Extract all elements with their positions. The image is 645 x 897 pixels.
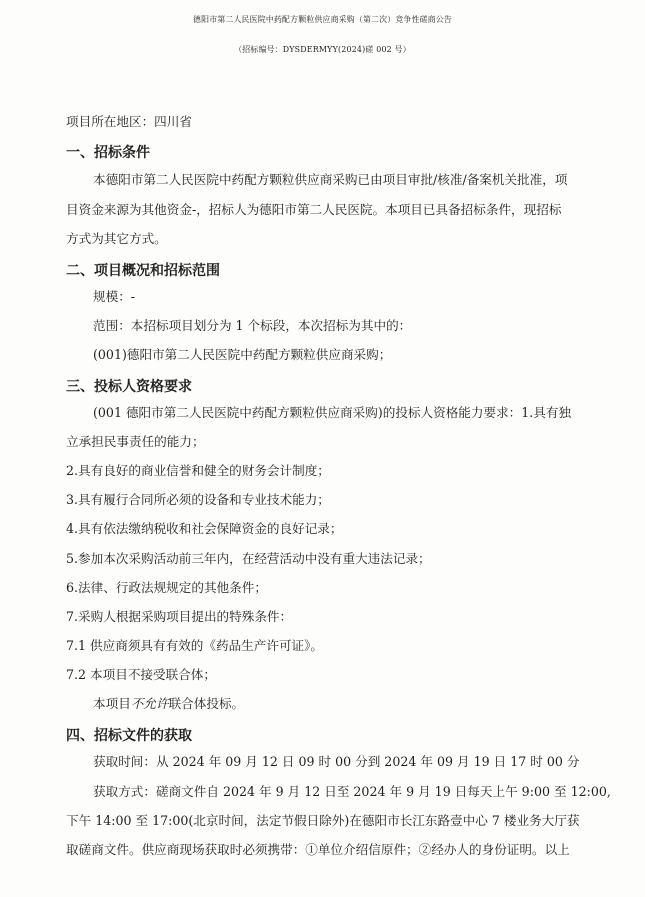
consortium-emphasis: 不允许 xyxy=(130,696,169,711)
qualification-item-3: 3.具有履行合同所必须的设备和专业技术能力； xyxy=(66,492,330,507)
section-2-heading: 二、项目概况和招标范围 xyxy=(66,263,220,279)
section-4-heading: 四、招标文件的获取 xyxy=(66,728,192,744)
consortium-pre: 本项目 xyxy=(93,696,131,711)
qualification-item-2: 2.具有良好的商业信誉和健全的财务会计制度； xyxy=(66,463,330,478)
project-region: 项目所在地区：四川省 xyxy=(66,114,192,129)
acquisition-method-line-1: 获取方式：磋商文件自 2024 年 9 月 12 日至 2024 年 9 月 19 日每天上午 9:00 至 12:00, xyxy=(93,784,611,799)
project-scope: 范围：本招标项目划分为 1 个标段，本次招标为其中的： xyxy=(93,318,412,333)
section-1-line-1: 本德阳市第二人民医院中药配方颗粒供应商采购已由项目审批/核准/备案机关批准，项 xyxy=(93,172,568,187)
qualification-item-6: 6.法律、行政法规规定的其他条件； xyxy=(66,580,267,595)
acquisition-time: 获取时间：从 2024 年 09 月 12 日 09 时 00 分到 2024 年 09 月 19 日 17 时 00 分 xyxy=(93,754,580,769)
qualification-item-7: 7.采购人根据采购项目提出的特殊条件： xyxy=(66,609,293,624)
qualification-line-1: (001 德阳市第二人民医院中药配方颗粒供应商采购)的投标人资格能力要求：1.具有独 xyxy=(93,405,572,420)
qualification-item-4: 4.具有依法缴纳税收和社会保障资金的良好记录； xyxy=(66,521,343,536)
qualification-item-7-2: 7.2 本项目不接受联合体； xyxy=(66,667,216,682)
tender-number: （招标编号：DYSDERMYY(2024)磋 002 号） xyxy=(234,45,411,54)
qualification-item-7-1: 7.1 供应商须具有有效的《药品生产许可证》。 xyxy=(66,638,324,653)
consortium-statement xyxy=(93,696,244,712)
section-3-heading: 三、投标人资格要求 xyxy=(66,379,192,395)
project-scale: 规模：- xyxy=(93,289,136,304)
section-1-heading: 一、招标条件 xyxy=(66,145,150,161)
consortium-post: 联合体投标。 xyxy=(168,696,245,711)
acquisition-method-line-3: 取磋商文件。供应商现场获取时必须携带：①单位介绍信原件；②经办人的身份证明。以上 xyxy=(66,842,570,857)
qualification-line-2: 立承担民事责任的能力； xyxy=(66,434,205,449)
document-title: 德阳市第二人民医院中药配方颗粒供应商采购（第二次）竞争性磋商公告 xyxy=(193,15,452,24)
qualification-item-5: 5.参加本次采购活动前三年内，在经营活动中没有重大违法记录； xyxy=(66,551,431,566)
acquisition-method-line-2: 下午 14:00 至 17:00(北京时间，法定节假日除外)在德阳市长江东路壹中心 7 楼业务大厅获 xyxy=(66,813,580,828)
project-lot: (001)德阳市第二人民医院中药配方颗粒供应商采购； xyxy=(93,347,392,362)
section-1-line-3: 方式为其它方式。 xyxy=(66,231,167,246)
section-1-line-2: 目资金来源为其他资金-，招标人为德阳市第二人民医院。本项目已具备招标条件，现招标 xyxy=(66,202,562,217)
